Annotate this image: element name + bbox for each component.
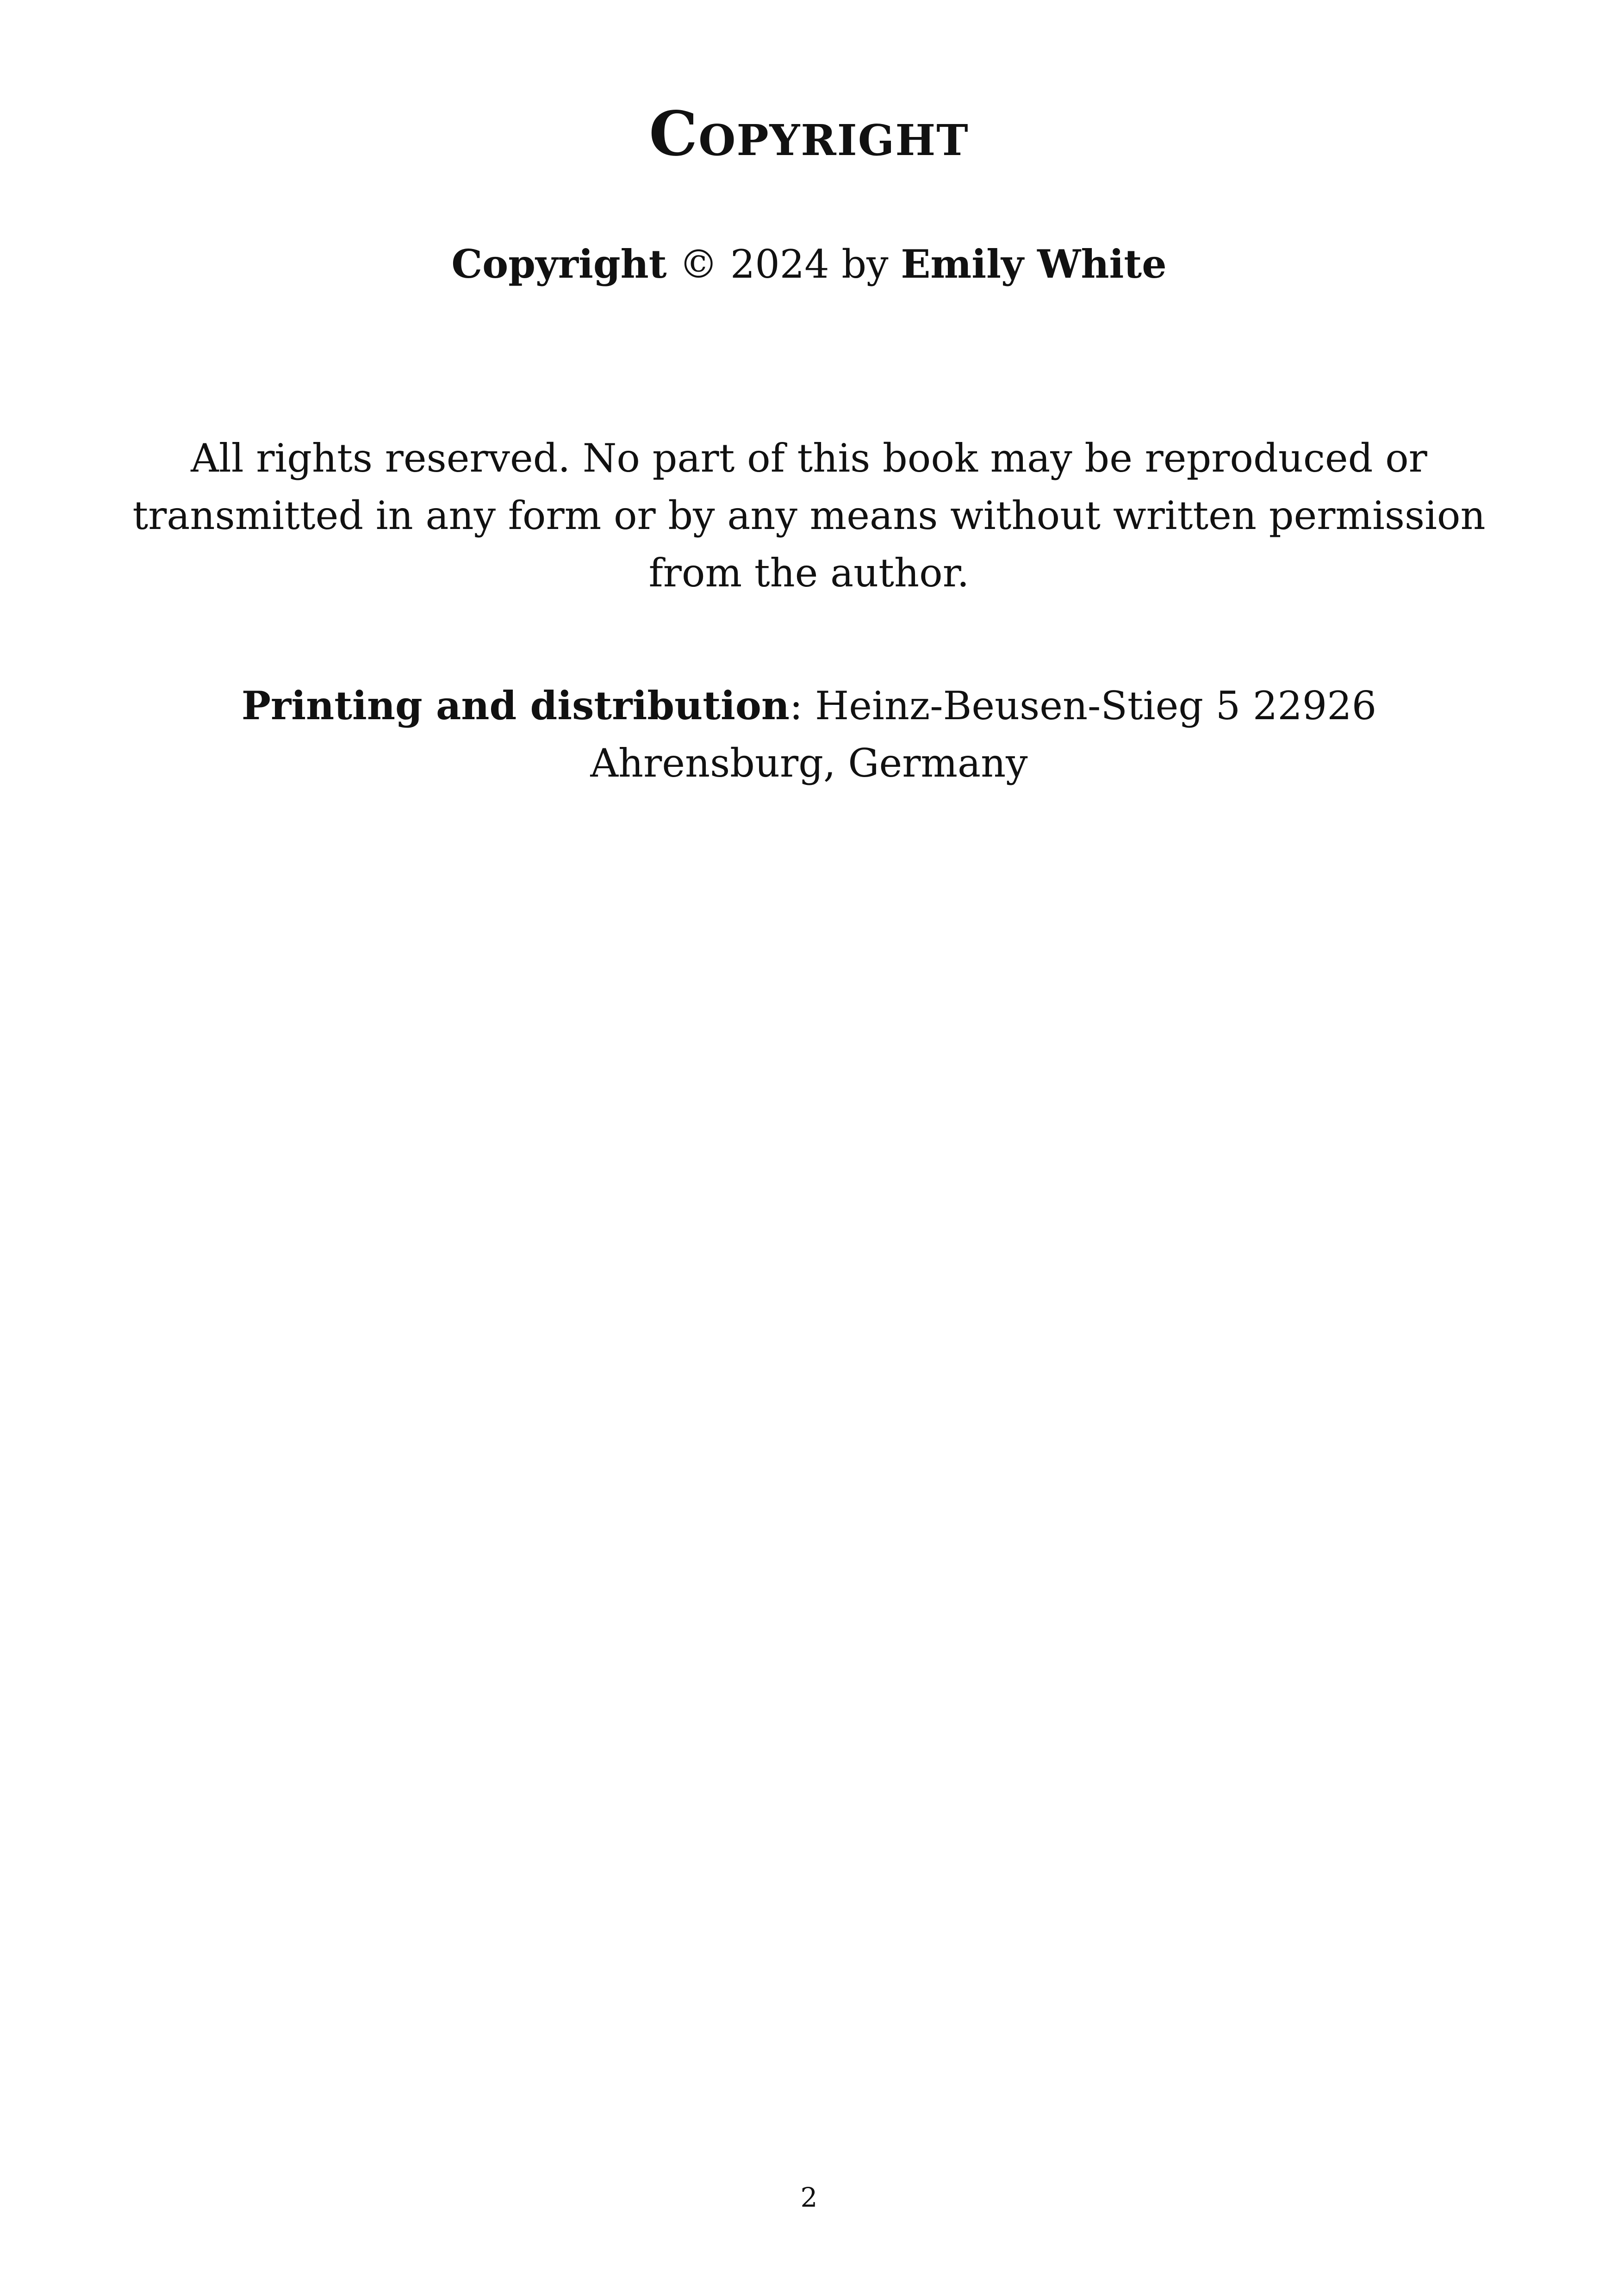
rights-statement: All rights reserved. No part of this book may be reproduced or transmitted in any form or by any means without written permission from the author. <box>132 436 1486 596</box>
copyright-year: © 2024 by <box>666 242 901 287</box>
printing-distribution <box>139 677 1479 792</box>
page-heading: Copyright <box>649 98 969 170</box>
copyright-line <box>0 235 1618 293</box>
copyright-label: Copyright <box>451 241 667 287</box>
author-name: Emily White <box>901 241 1167 287</box>
printing-address: : Heinz-Beusen-Stieg 5 22926 Ahrensburg, Germany <box>590 683 1377 786</box>
page-number: 2 <box>800 2182 818 2213</box>
printing-label: Printing and distribution <box>241 683 790 728</box>
